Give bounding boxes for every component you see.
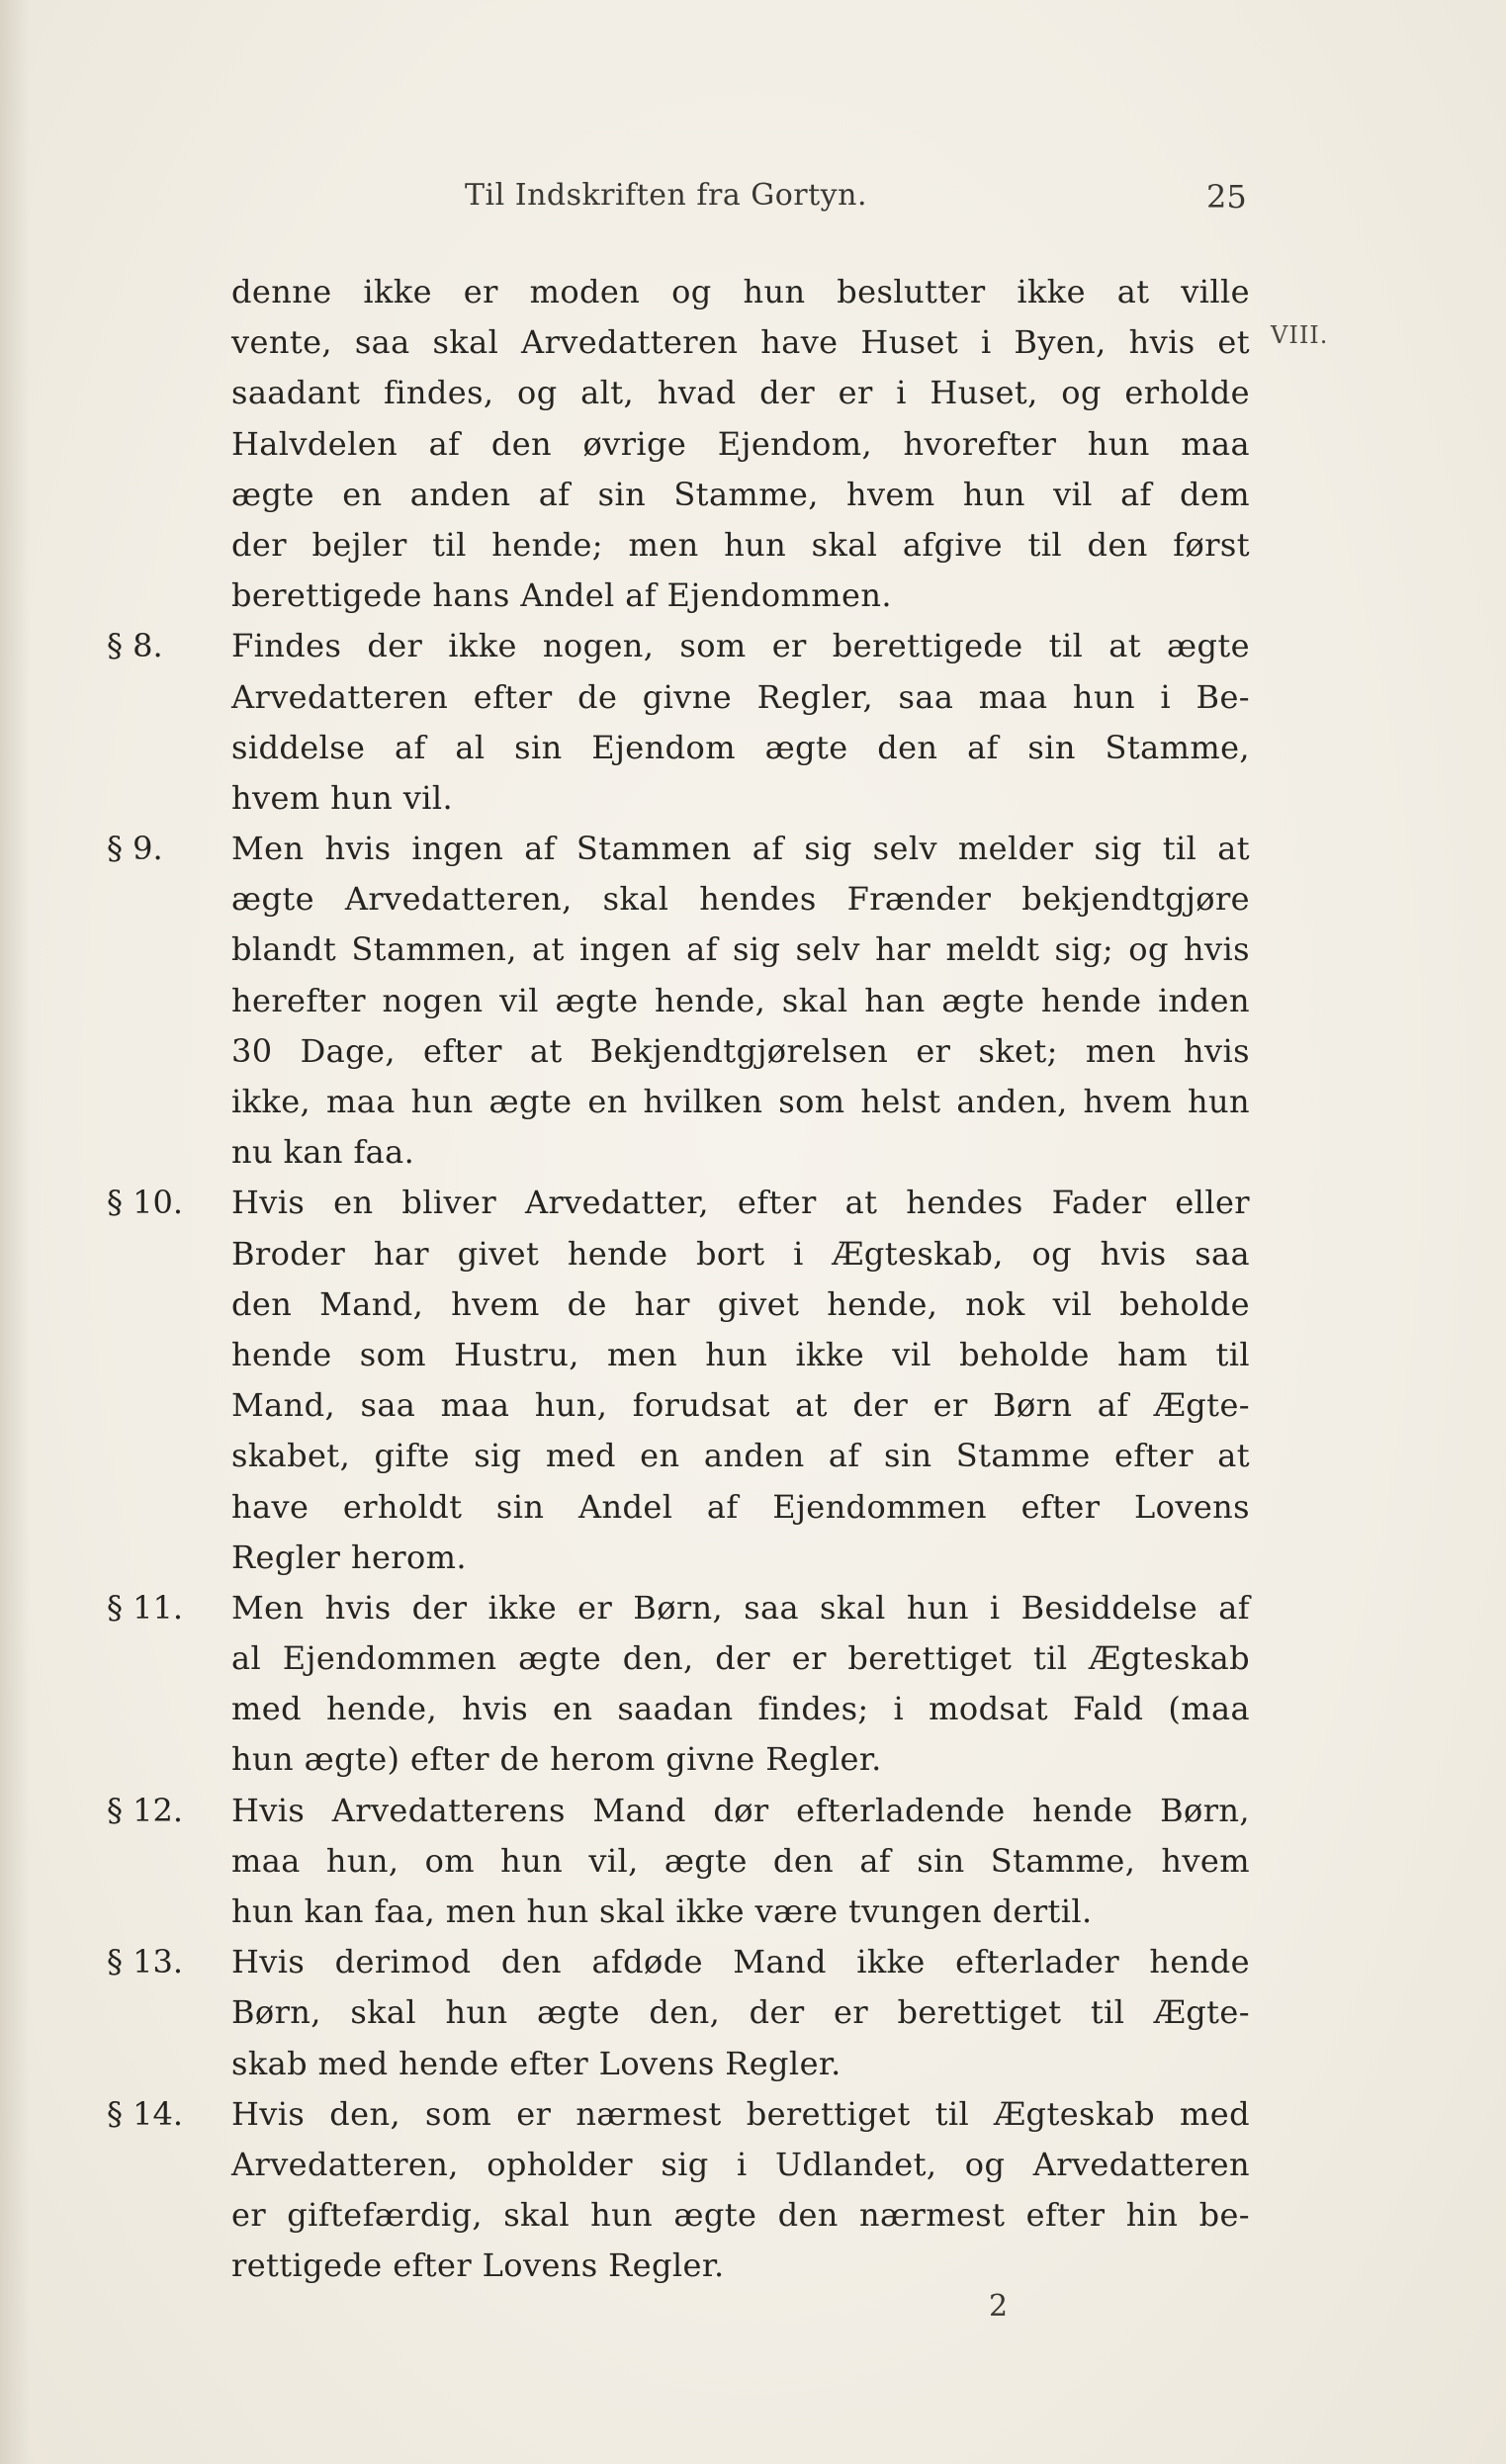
section-9 [107,824,1250,1178]
text-line: Broder har givet hende bort i Ægteskab, og hvis saa [231,1234,1250,1273]
text-line: herefter nogen vil ægte hende, skal han ægte hende inden [231,981,1250,1019]
section-number: § 11. [107,1588,184,1627]
text-line: Børn, skal hun ægte den, der er berettiget til Ægte- [231,1993,1250,2032]
text-line: Men hvis ingen af Stammen af sig selv melder sig til at [231,830,1250,868]
section-11 [107,1583,1250,1786]
text-line: Hvis den, som er nærmest berettiget til Ægteskab med [231,2094,1250,2133]
text-line: Hvis derimod den afdøde Mand ikke efterlader hende [231,1943,1250,1981]
text-line: berettigede hans Andel af Ejendommen. [231,576,892,615]
text-line: Regler herom. [231,1538,467,1576]
text-line: skab med hende efter Lovens Regler. [231,2044,842,2082]
text-line: hun kan faa, men hun skal ikke være tvungen dertil. [231,1892,1093,1930]
text-line: med hende, hvis en saadan findes; i modsat Fald (maa [231,1690,1250,1728]
section-13 [107,1937,1250,2089]
page-edge-shadow [0,0,30,2464]
section-14 [107,2089,1250,2292]
text-line: rettigede efter Lovens Regler. [231,2246,725,2285]
text-line: Arvedatteren efter de givne Regler, saa maa hun i Be- [231,677,1250,716]
section-number: § 13. [107,1943,184,1981]
text-line: hvem hun vil. [231,778,454,817]
body-text [107,267,1250,2292]
page-header [0,178,1506,223]
text-line: Hvis en bliver Arvedatter, efter at hendes Fader eller [231,1184,1250,1222]
text-line: 30 Dage, efter at Bekjendtgjørelsen er sket; men hvis [231,1031,1250,1070]
text-line: er giftefærdig, skal hun ægte den nærmest efter hin be- [231,2196,1250,2235]
text-line: Halvdelen af den øvrige Ejendom, hvorefter hun maa [231,424,1250,463]
section-12 [107,1786,1250,1938]
margin-note: VIII. [1271,321,1329,349]
section-8 [107,621,1250,824]
text-line: have erholdt sin Andel af Ejendommen efter Lovens [231,1487,1250,1526]
page-number: 25 [1206,178,1247,216]
text-line: saadant findes, og alt, hvad der er i Huset, og erholde [231,374,1250,412]
text-line: Findes der ikke nogen, som er berettigede til at ægte [231,627,1250,665]
text-line: ægte en anden af sin Stamme, hvem hun vil af dem [231,475,1250,513]
text-line: Hvis Arvedatterens Mand dør efterladende hende Børn, [231,1791,1250,1829]
text-line: blandt Stammen, at ingen af sig selv har meldt sig; og hvis [231,930,1250,969]
section-number: § 8. [107,627,163,665]
text-line: Men hvis der ikke er Børn, saa skal hun i Besiddelse af [231,1588,1250,1627]
text-line: maa hun, om hun vil, ægte den af sin Stamme, hvem [231,1841,1250,1880]
text-line: denne ikke er moden og hun beslutter ikke at ville [231,273,1250,310]
text-line: siddelse af al sin Ejendom ægte den af sin Stamme, [231,728,1250,766]
signature-mark: 2 [989,2289,1009,2324]
text-line: hende som Hustru, men hun ikke vil beholde ham til [231,1335,1250,1373]
text-line: Mand, saa maa hun, forudsat at der er Børn af Ægte- [231,1386,1250,1425]
text-line: skabet, gifte sig med en anden af sin Stamme efter at [231,1437,1250,1475]
section-number: § 12. [107,1791,184,1829]
text-line: ægte Arvedatteren, skal hendes Frænder bekjendtgjøre [231,880,1250,919]
section-number: § 9. [107,830,163,868]
section-number: § 10. [107,1184,184,1222]
running-title: Til Indskriften fra Gortyn. [465,178,867,213]
section-number: § 14. [107,2094,184,2133]
paragraph-intro [231,267,1250,621]
text-line: al Ejendommen ægte den, der er berettiget til Ægteskab [231,1639,1250,1678]
text-line: nu kan faa. [231,1133,415,1172]
section-10 [107,1178,1250,1583]
text-line: hun ægte) efter de herom givne Regler. [231,1740,882,1779]
text-line: ikke, maa hun ægte en hvilken som helst anden, hvem hun [231,1083,1250,1120]
text-line: den Mand, hvem de har givet hende, nok vil beholde [231,1284,1250,1323]
text-line: vente, saa skal Arvedatteren have Huset i Byen, hvis et [231,323,1250,362]
text-line: der bejler til hende; men hun skal afgive til den først [231,525,1250,564]
text-line: Arvedatteren, opholder sig i Udlandet, og Arvedatteren [231,2145,1250,2183]
